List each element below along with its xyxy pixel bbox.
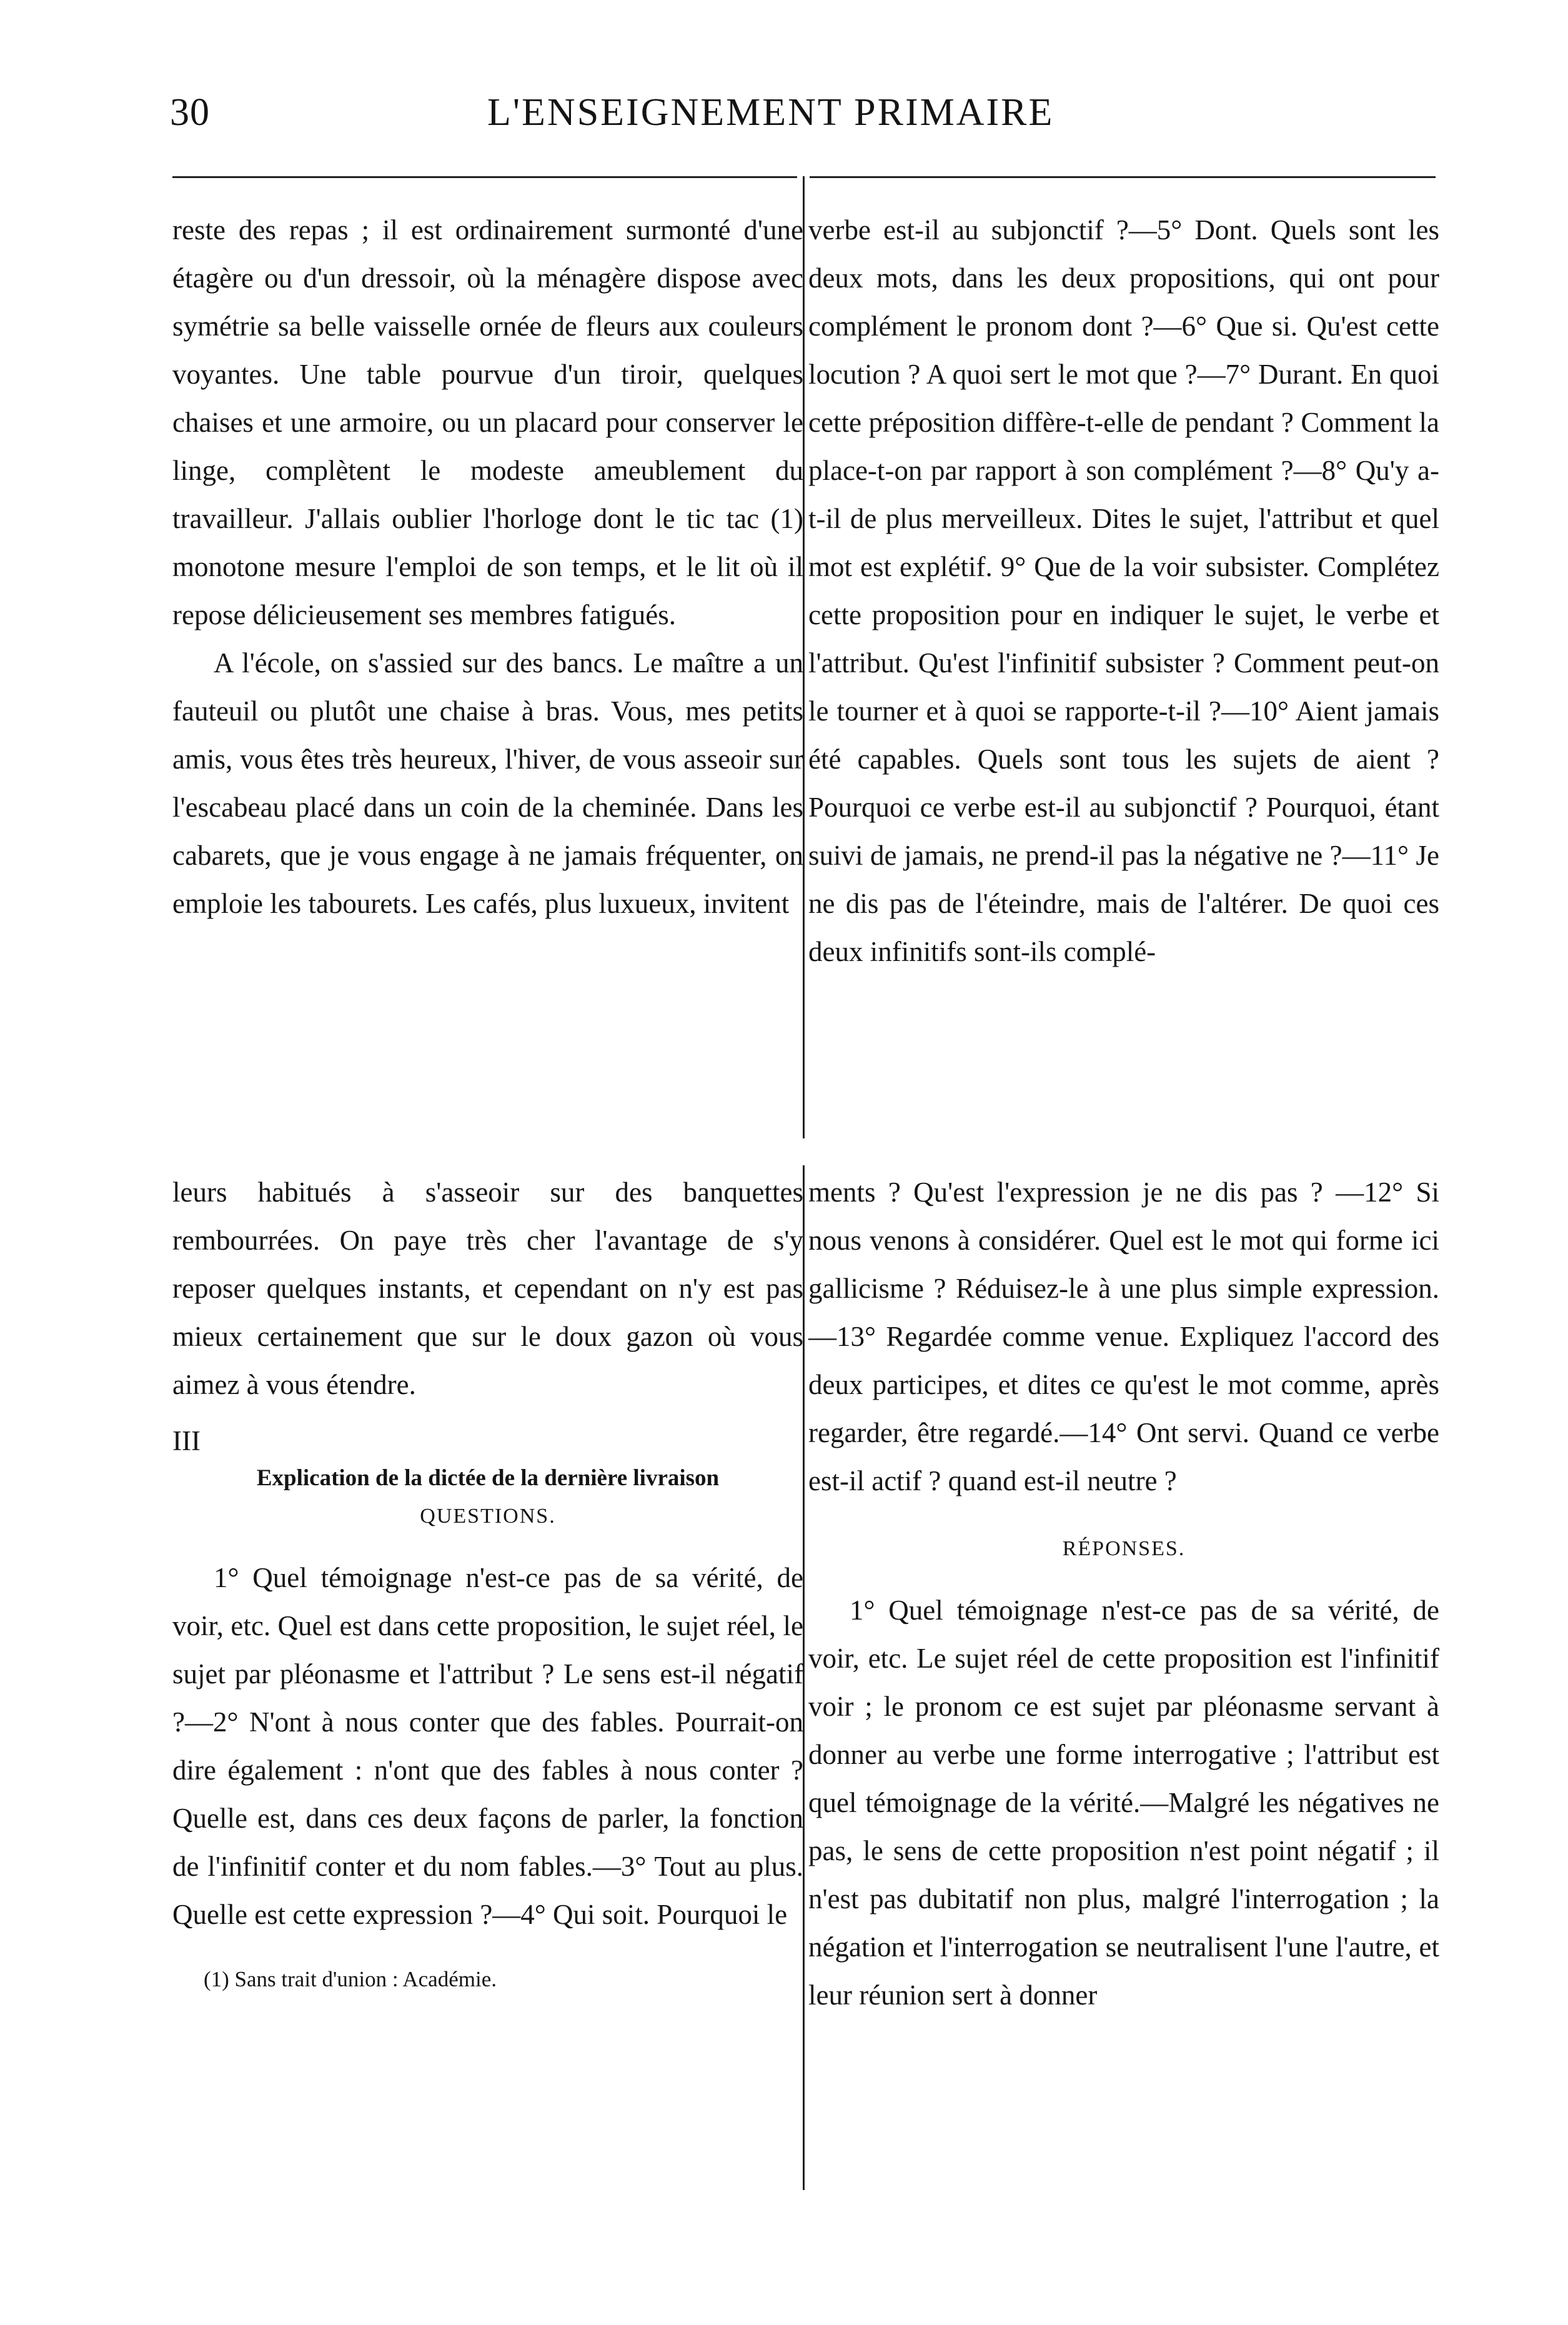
paragraph: 1° Quel témoignage n'est-ce pas de sa vérité, de voir, etc. Quel est dans cette proposition, le sujet réel, le sujet par pléonasme et l'attribut ? Le sens est-il négatif ?—2° N'ont à nous conter que des fables. Pourrait-on dire également : n'ont que des fables à nous conter ? Quelle est, dans ces deux façons de parler, la fonction de l'infinitif conter et du nom fables.—3° Tout au plus. Quelle est cette expression ?—4° Qui soit. Pourquoi le [172, 1562, 803, 1930]
paragraph: A l'école, on s'assied sur des bancs. Le maître a un fauteuil ou plutôt une chaise à bras. Vous, mes petits amis, vous êtes très heureux, l'hiver, de vous asseoir sur l'escabeau placé dans un coin de la cheminée. Dans les cabarets, que je vous engage à ne jamais fréquenter, on emploie les tabourets. Les cafés, plus luxueux, invitent [172, 647, 803, 919]
footnote: (1) Sans trait d'union : Académie. [204, 1967, 497, 1991]
paragraph: verbe est-il au subjonctif ?—5° Dont. Quels sont les deux mots, dans les deux propositions, qui ont pour complément le pronom dont ?—6° Que si. Qu'est cette locution ? A quoi sert le mot que ?—7° Durant. En quoi cette préposition diffère-t-elle de pendant ? Comment la place-t-on par rapport à son complément ?—8° Qu'y a-t-il de plus merveilleux. Dites le sujet, l'attribut et quel mot est explétif. 9° Que de la voir subsister. Complétez cette proposition pour en indiquer le sujet, le verbe et l'attribut. Qu'est l'infinitif subsister ? Comment peut-on le tourner et à quoi se rapporte-t-il ?—10° Aient jamais été capables. Quels sont tous les sujets de aient ? Pourquoi ce verbe est-il au subjonctif ? Pourquoi, étant suivi de jamais, ne prend-il pas la négative ne ?—11° Je ne dis pas de l'éteindre, mais de l'altérer. De quoi ces deux infinitifs sont-ils complé- [808, 214, 1439, 967]
page-header [0, 91, 1568, 159]
header-rule-right [810, 176, 1436, 178]
section-title: Explication de la dictée de la dernière livraison [256, 1465, 720, 1491]
page-number: 30 [170, 91, 210, 134]
right-column-upper [808, 206, 1439, 976]
running-title: L'ENSEIGNEMENT PRIMAIRE [487, 91, 1054, 134]
answers-heading: RÉPONSES. [1062, 1537, 1186, 1560]
paragraph: reste des repas ; il est ordinairement surmonté d'une étagère ou d'un dressoir, où la ménagère dispose avec symétrie sa belle vaisselle ornée de fleurs aux couleurs voyantes. Une table pourvue d'un tiroir, quelques chaises et une armoire, ou un placard pour conserver le linge, complètent le modeste ameublement du travailleur. J'allais oublier l'horloge dont le tic tac (1) monotone mesure l'emploi de son temps, et le lit où il repose délicieusement ses membres fatigués. [172, 214, 803, 630]
header-rule-left [172, 176, 797, 178]
right-column-lower [808, 1168, 1439, 2019]
section-numeral: III [172, 1425, 201, 1456]
paragraph: leurs habitués à s'asseoir sur des banquettes rembourrées. On paye très cher l'avantage de s'y reposer quelques instants, et cependant on n'y est pas mieux certainement que sur le doux gazon où vous aimez à vous étendre. [172, 1177, 803, 1400]
left-column-lower [172, 1168, 803, 1995]
paragraph: ments ? Qu'est l'expression je ne dis pas ? —12° Si nous venons à considérer. Quel est le mot qui forme ici gallicisme ? Réduisez-le à une plus simple expression.—13° Regardée comme venue. Expliquez l'accord des deux participes, et dites ce qu'est le mot comme, après regarder, être regardé.—14° Ont servi. Quand ce verbe est-il actif ? quand est-il neutre ? [808, 1177, 1439, 1496]
left-column-upper [172, 206, 803, 928]
questions-heading: QUESTIONS. [420, 1505, 556, 1528]
paragraph: 1° Quel témoignage n'est-ce pas de sa vérité, de voir, etc. Le sujet réel de cette proposition est l'infinitif voir ; le pronom ce est sujet par pléonasme servant à donner au verbe une forme interrogative ; l'attribut est quel témoignage de la vérité.—Malgré les négatives ne pas, le sens de cette proposition n'est point négatif ; il n'est pas dubitatif non plus, malgré l'interrogation ; la négation et l'interrogation se neutralisent l'une l'autre, et leur réunion sert à donner [808, 1595, 1439, 2011]
